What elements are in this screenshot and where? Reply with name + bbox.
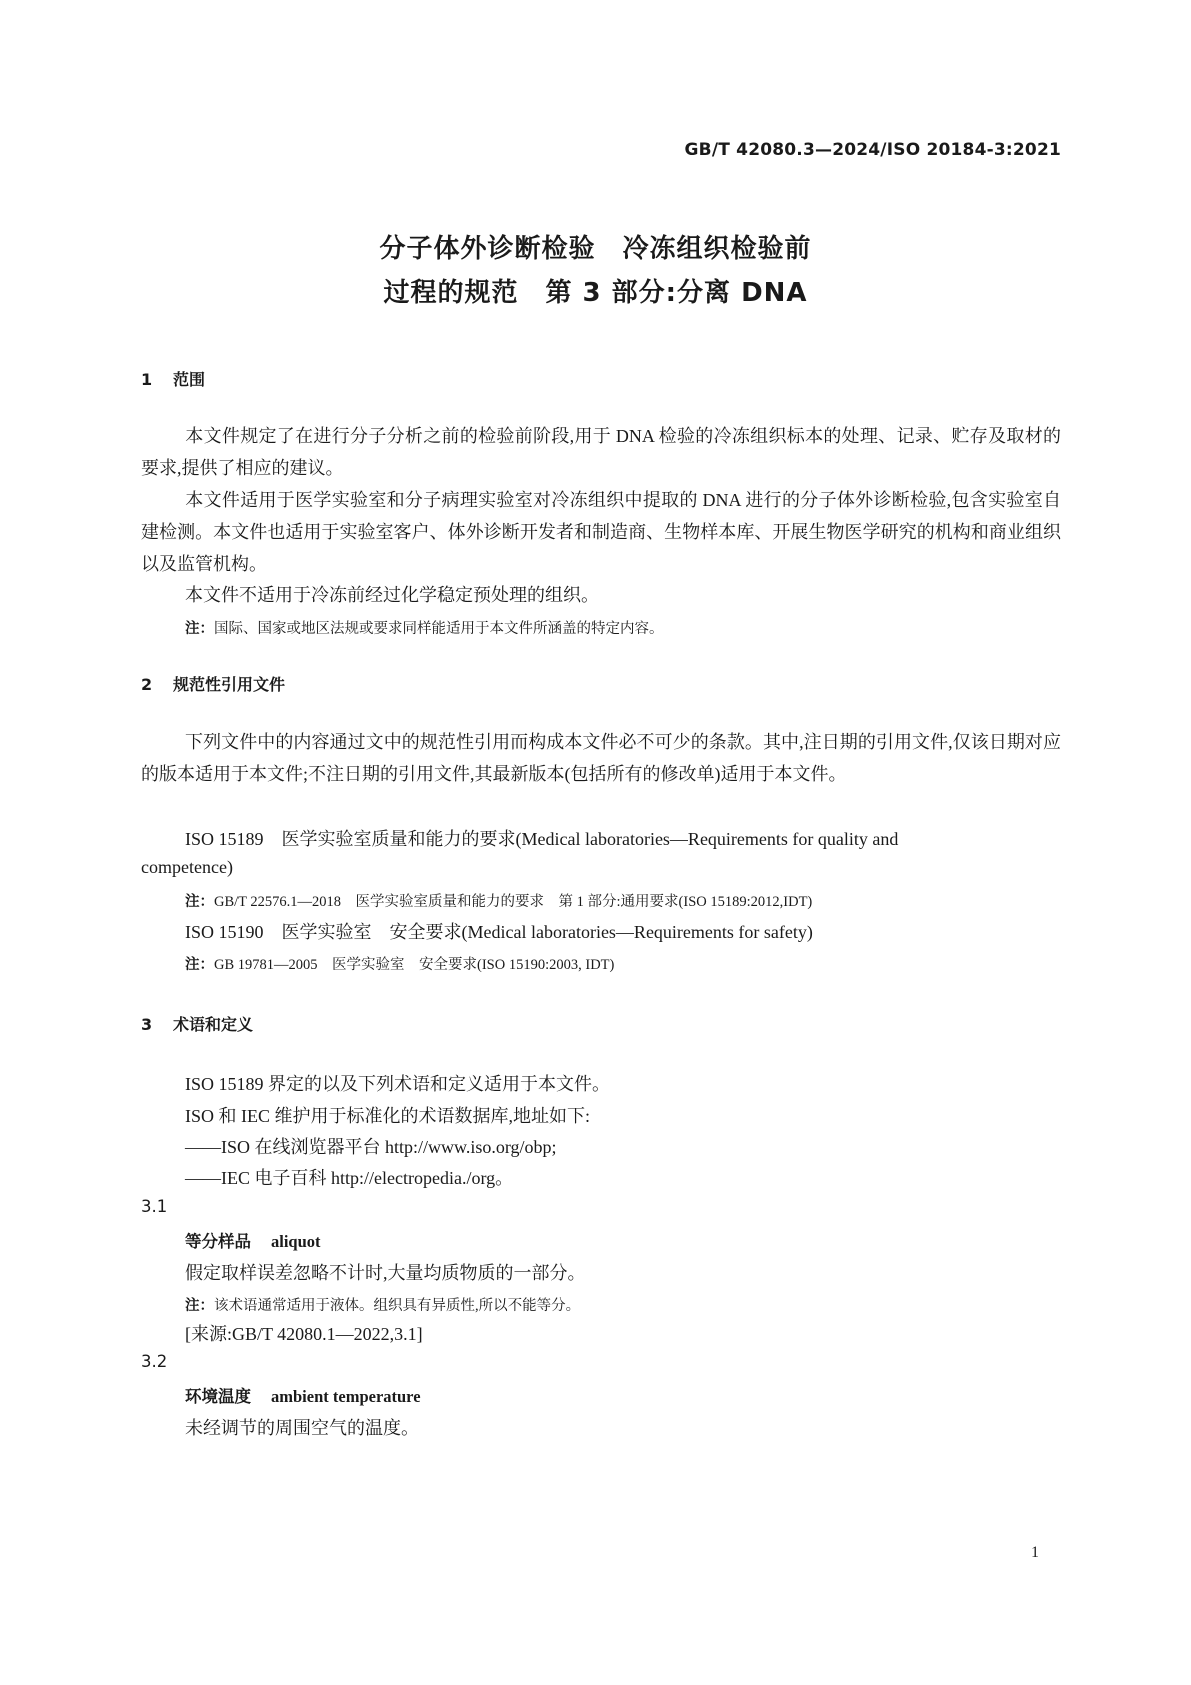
list-item: ——IEC 电子百科 http://electropedia./org。 xyxy=(185,1168,514,1188)
page-number: 1 xyxy=(1031,1544,1039,1561)
note: 注：该术语通常适用于液体。组织具有异质性,所以不能等分。 xyxy=(185,1298,581,1314)
note: 注：GB 19781—2005 医学实验室 安全要求(ISO 15190:2003, IDT) xyxy=(185,957,615,973)
document-title-line1: 分子体外诊断检验 冷冻组织检验前 xyxy=(379,234,812,264)
paragraph: 本文件适用于医学实验室和分子病理实验室对冷冻组织中提取的 DNA 进行的分子体外诊断检验,包含实验室自建检测。本文件也适用于实验室客户、体外诊断开发者和制造商、生物样本库、开展生物医学研究的机构和商业组织以及监管机构。 xyxy=(141,490,1061,574)
paragraph: ISO 15189 界定的以及下列术语和定义适用于本文件。 xyxy=(185,1074,611,1094)
clause-number: 3.2 xyxy=(141,1352,168,1371)
standard-number: GB/T 42080.3—2024/ISO 20184-3:2021 xyxy=(684,140,1061,160)
document-title-line2: 过程的规范 第 3 部分:分离 DNA xyxy=(383,278,808,308)
note: 注：GB/T 22576.1—2018 医学实验室质量和能力的要求 第 1 部分:通用要求(ISO 15189:2012,IDT) xyxy=(185,894,813,910)
paragraph: 本文件不适用于冷冻前经过化学稳定预处理的组织。 xyxy=(185,585,599,605)
section-title: 规范性引用文件 xyxy=(173,675,286,694)
list-item: ——ISO 在线浏览器平台 http://www.iso.org/obp; xyxy=(185,1137,557,1157)
term-definition: 未经调节的周围空气的温度。 xyxy=(185,1418,419,1438)
paragraph: 本文件规定了在进行分子分析之前的检验前阶段,用于 DNA 检验的冷冻组织标本的处理、记录、贮存及取材的要求,提供了相应的建议。 xyxy=(141,426,1061,478)
reference-iso-15189: ISO 15189 医学实验室质量和能力的要求(Medical laboratories—Requirements for quality and xyxy=(185,829,899,849)
section-title: 术语和定义 xyxy=(173,1015,254,1034)
paragraph: ISO 和 IEC 维护用于标准化的术语数据库,地址如下: xyxy=(185,1106,590,1126)
section-title: 范围 xyxy=(173,370,206,389)
section-3-heading xyxy=(141,1012,253,1035)
section-number: 3 xyxy=(141,1015,153,1034)
section-number: 1 xyxy=(141,370,153,389)
section-number: 2 xyxy=(141,675,153,694)
term-ambient-temperature: 环境温度 ambient temperature xyxy=(185,1387,421,1406)
term-definition: 假定取样误差忽略不计时,大量均质物质的一部分。 xyxy=(185,1263,586,1283)
note: 注：国际、国家或地区法规或要求同样能适用于本文件所涵盖的特定内容。 xyxy=(185,621,664,637)
section-2-heading xyxy=(141,672,285,695)
term-source: [来源:GB/T 42080.1—2022,3.1] xyxy=(185,1324,423,1344)
term-aliquot: 等分样品 aliquot xyxy=(185,1232,321,1251)
paragraph: 下列文件中的内容通过文中的规范性引用而构成本文件必不可少的条款。其中,注日期的引用文件,仅该日期对应的版本适用于本文件;不注日期的引用文件,其最新版本(包括所有的修改单)适用于本文件。 xyxy=(141,732,1061,784)
clause-number: 3.1 xyxy=(141,1197,168,1216)
reference-iso-15190: ISO 15190 医学实验室 安全要求(Medical laboratories—Requirements for safety) xyxy=(185,922,813,942)
section-1-heading xyxy=(141,367,205,390)
reference-iso-15189-cont: competence) xyxy=(141,857,233,877)
